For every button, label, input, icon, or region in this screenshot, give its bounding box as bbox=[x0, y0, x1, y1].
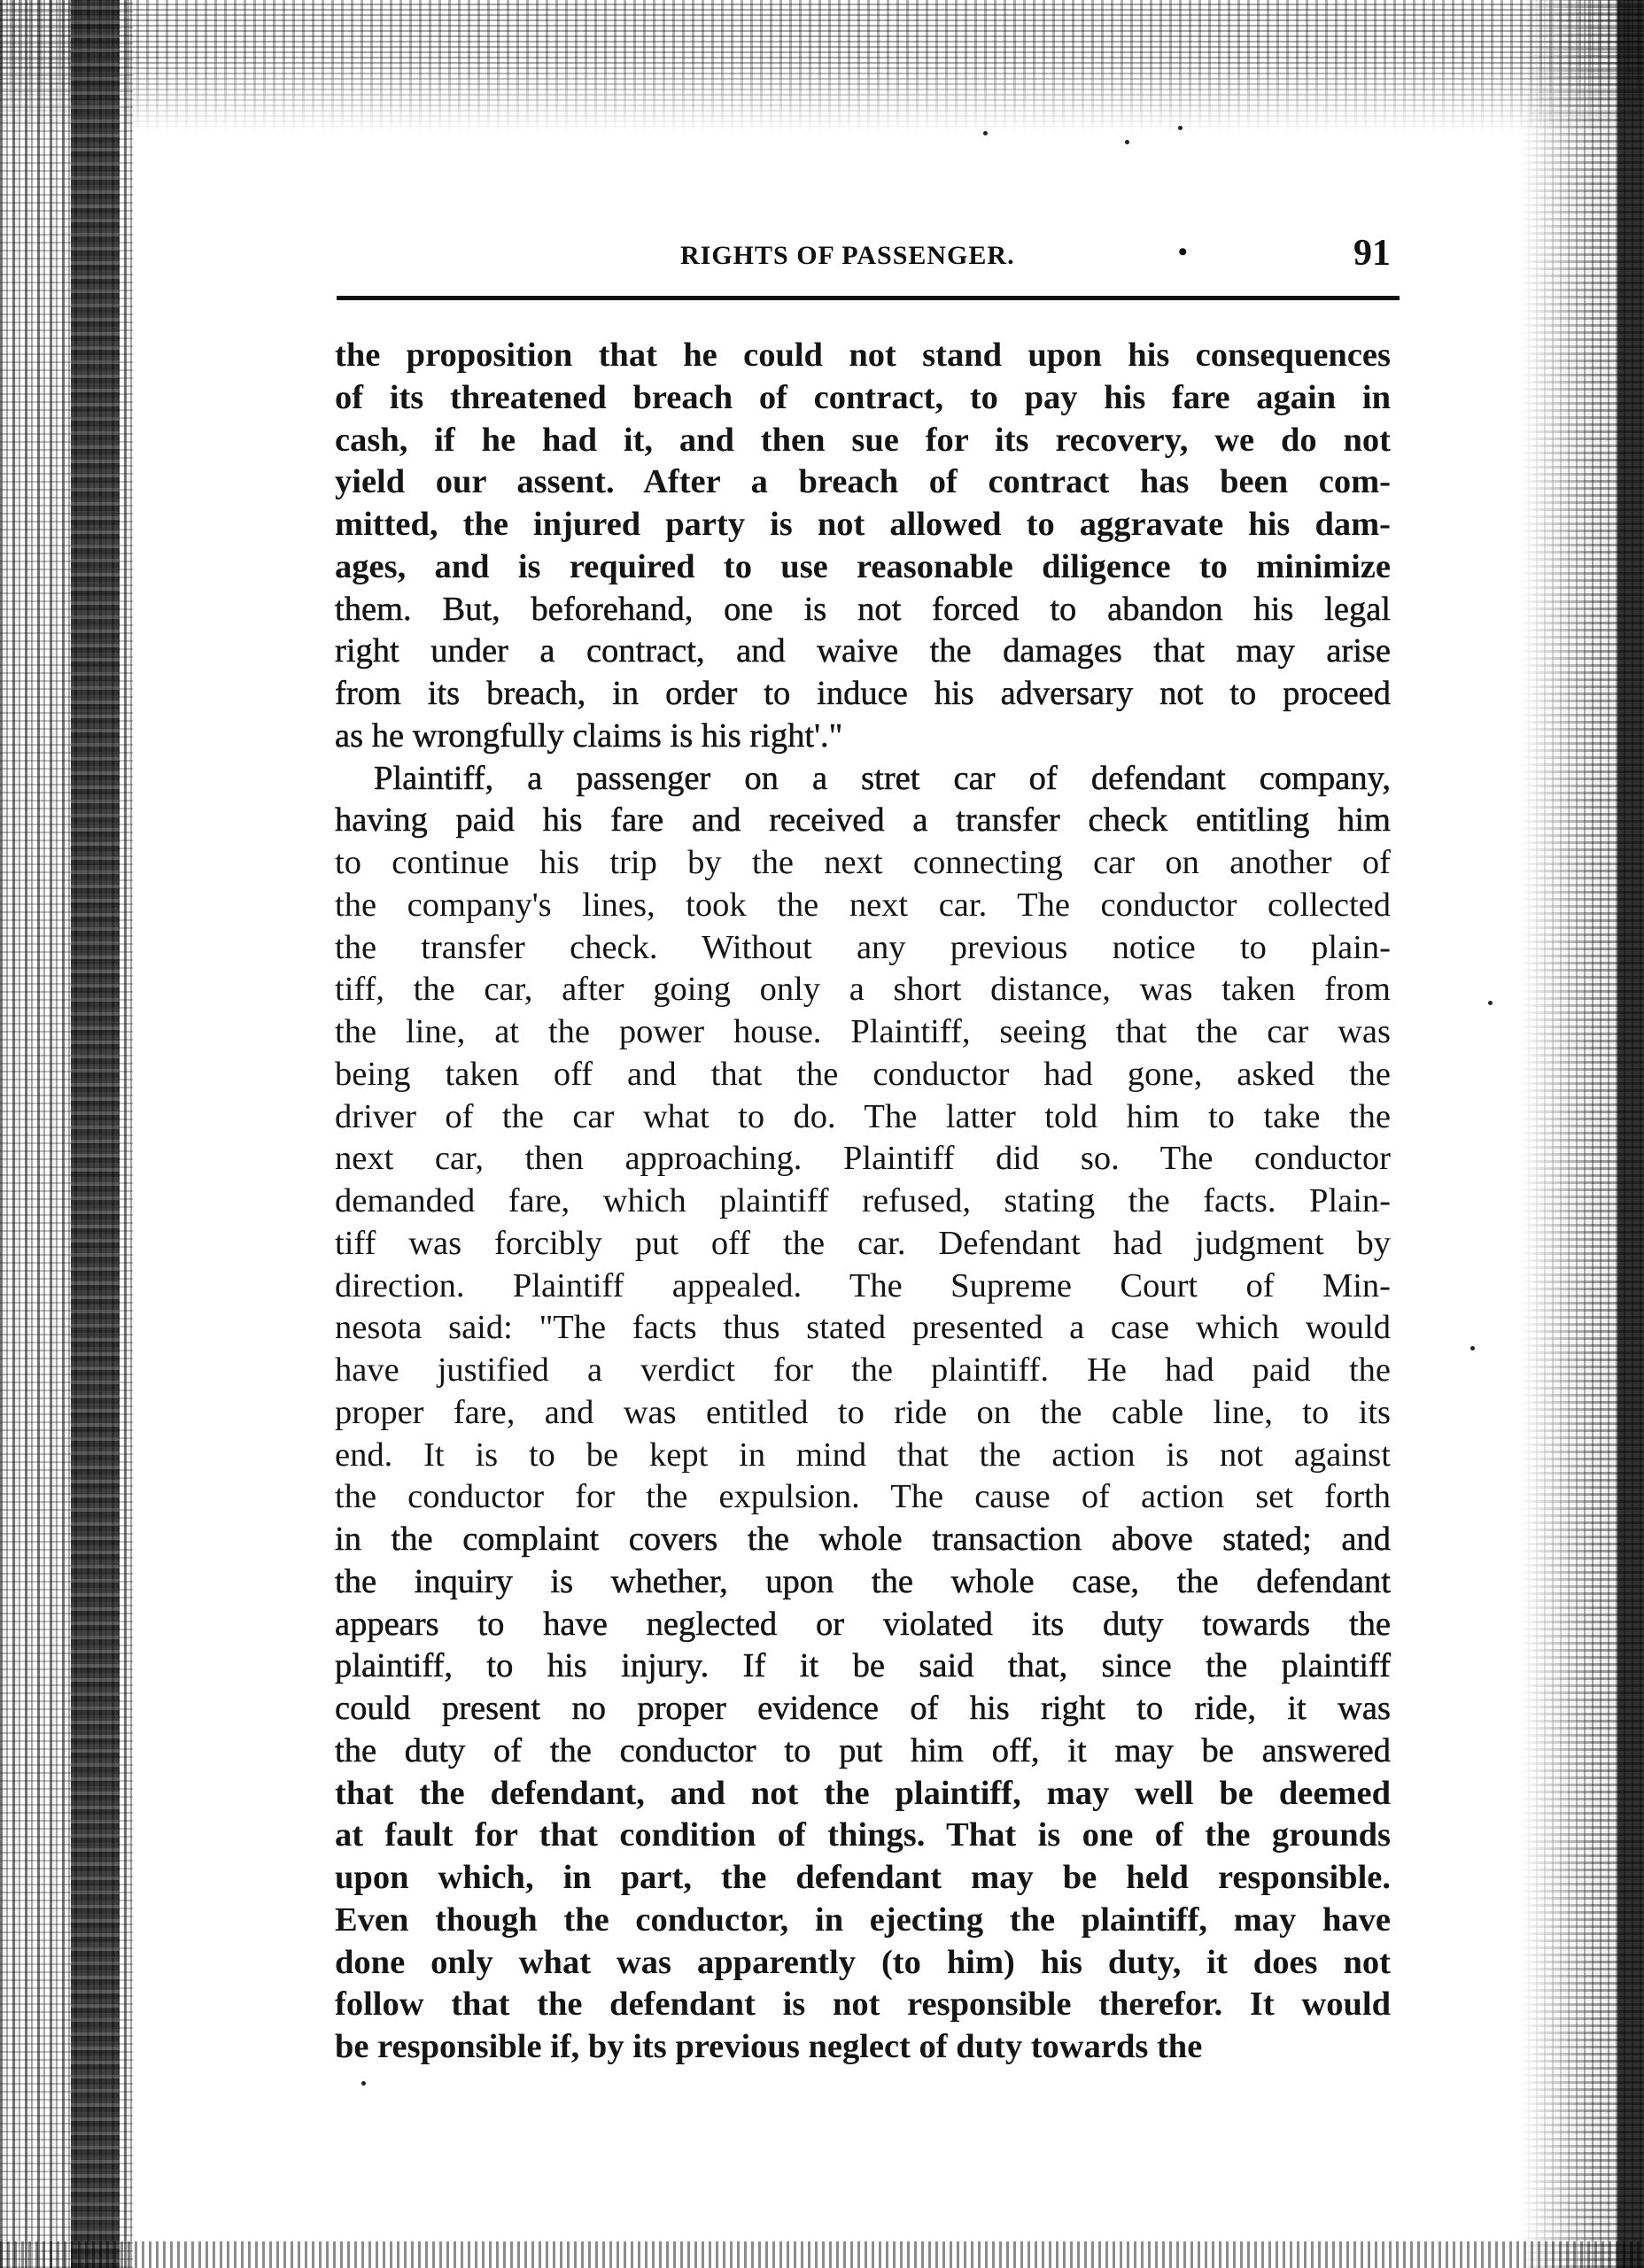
text-line: tiff, the car, after going only a short distance, was taken from bbox=[335, 971, 1391, 1009]
text-line: the line, at the power house. Plaintiff, seeing that the car was bbox=[335, 1013, 1391, 1050]
text-line: the company's lines, took the next car. The conductor collected bbox=[335, 886, 1391, 924]
text-line: driver of the car what to do. The latter told him to take the bbox=[335, 1097, 1391, 1135]
text-line: the conductor for the expulsion. The cause of action set forth bbox=[335, 1478, 1391, 1516]
text-line: could present no proper evidence of his right to ride, it was bbox=[335, 1690, 1391, 1727]
text-line: from its breach, in order to induce his adversary not to proceed bbox=[335, 675, 1391, 712]
scan-speck bbox=[1488, 1001, 1493, 1005]
text-line: demanded fare, which plaintiff refused, stating the facts. Plain- bbox=[335, 1182, 1391, 1219]
scan-speck bbox=[1178, 126, 1183, 130]
text-line: the inquiry is whether, upon the whole case, the defendant bbox=[335, 1562, 1391, 1600]
body-text bbox=[335, 335, 1391, 2069]
text-line: right under a contract, and waive the damages that may arise bbox=[335, 632, 1391, 670]
text-line: mitted, the injured party is not allowed to aggravate his dam- bbox=[335, 506, 1391, 543]
scan-speck bbox=[1125, 140, 1129, 144]
text-line: the proposition that he could not stand upon his consequences bbox=[335, 337, 1391, 374]
header-rule bbox=[337, 296, 1400, 300]
text-line: ages, and is required to use reasonable diligence to minimize bbox=[335, 547, 1391, 585]
running-head-mark: • bbox=[1178, 237, 1188, 267]
text-line: that the defendant, and not the plaintiff, may well be deemed bbox=[335, 1774, 1391, 1812]
text-line: be responsible if, by its previous neglect of duty towards the bbox=[335, 2028, 1203, 2065]
text-line: next car, then approaching. Plaintiff did so. The conductor bbox=[335, 1140, 1391, 1178]
text-line: at fault for that condition of things. That is one of the grounds bbox=[335, 1816, 1391, 1854]
book-binding-shadow bbox=[71, 0, 120, 2268]
text-line: having paid his fare and received a transfer check entitling him bbox=[335, 801, 1391, 840]
scan-edge-bottom bbox=[0, 2241, 1644, 2268]
text-line: in the complaint covers the whole transaction above stated; and bbox=[335, 1521, 1391, 1558]
text-line: appears to have neglected or violated its duty towards the bbox=[335, 1605, 1391, 1643]
text-line: proper fare, and was entitled to ride on the cable line, to its bbox=[335, 1393, 1391, 1431]
text-line: follow that the defendant is not responsible therefor. It would bbox=[335, 1985, 1391, 2024]
text-line: tiff was forcibly put off the car. Defendant had judgment by bbox=[335, 1224, 1391, 1262]
text-line: done only what was apparently (to him) his duty, it does not bbox=[335, 1943, 1391, 1981]
text-line: direction. Plaintiff appealed. The Supreme Court of Min- bbox=[335, 1266, 1391, 1304]
scan-speck bbox=[983, 131, 988, 135]
scan-edge-top bbox=[0, 0, 1644, 133]
text-line: have justified a verdict for the plaintiff. He had paid the bbox=[335, 1351, 1391, 1389]
running-head-title: RIGHTS OF PASSENGER. bbox=[680, 241, 1015, 270]
text-line: them. But, beforehand, one is not forced to abandon his legal bbox=[335, 590, 1391, 628]
text-line: the transfer check. Without any previous notice to plain- bbox=[335, 928, 1391, 966]
text-line: upon which, in part, the defendant may be held responsible. bbox=[335, 1859, 1391, 1896]
text-line: being taken off and that the conductor had gone, asked the bbox=[335, 1055, 1391, 1093]
page-number: 91 bbox=[1353, 233, 1391, 274]
text-line: the duty of the conductor to put him off, it may be answered bbox=[335, 1731, 1391, 1769]
text-line: end. It is to be kept in mind that the action is not against bbox=[335, 1436, 1391, 1474]
text-line: to continue his trip by the next connecting car on another of bbox=[335, 844, 1391, 881]
text-line: yield our assent. After a breach of contract has been com- bbox=[335, 463, 1391, 501]
scan-speck bbox=[361, 2081, 366, 2086]
text-line: nesota said: "The facts thus stated presented a case which would bbox=[335, 1309, 1391, 1347]
text-line: plaintiff, to his injury. If it be said that, since the plaintiff bbox=[335, 1647, 1391, 1685]
scan-speck bbox=[1470, 1346, 1475, 1351]
page-edge-shadow bbox=[1617, 0, 1644, 2268]
running-head bbox=[337, 233, 1391, 276]
text-line: of its threatened breach of contract, to pay his fare again in bbox=[335, 378, 1391, 416]
text-line: Plaintiff, a passenger on a stret car of defendant company, bbox=[374, 759, 1391, 797]
text-line: cash, if he had it, and then sue for its recovery, we do not bbox=[335, 421, 1391, 459]
text-line: Even though the conductor, in ejecting the plaintiff, may have bbox=[335, 1900, 1391, 1939]
text-line: as he wrongfully claims is his right'." bbox=[335, 716, 843, 755]
